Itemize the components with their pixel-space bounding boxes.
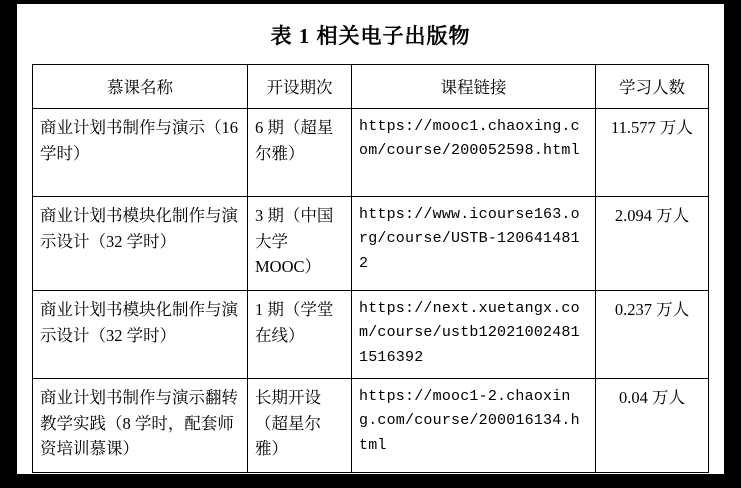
cell-term: 6 期（超星尔雅） [248,109,352,197]
publications-table [32,64,709,473]
table-row [33,379,709,473]
cell-term: 1 期（学堂在线） [248,291,352,379]
column-header-course-name: 慕课名称 [33,65,248,109]
table-row [33,109,709,197]
table-row [33,197,709,291]
cell-learners: 0.04 万人 [596,379,709,473]
cell-course-name: 商业计划书制作与演示（16 学时） [33,109,248,197]
cell-term: 3 期（中国大学 MOOC） [248,197,352,291]
column-header-learners: 学习人数 [596,65,709,109]
document-page [17,4,724,474]
column-header-term: 开设期次 [248,65,352,109]
column-header-link: 课程链接 [352,65,596,109]
cell-course-name: 商业计划书模块化制作与演示设计（32 学时） [33,291,248,379]
cell-course-link[interactable]: https://www.icourse163.org/course/USTB-1206414812 [352,197,596,291]
cell-course-link[interactable]: https://mooc1.chaoxing.com/course/200052598.html [352,109,596,197]
cell-course-link[interactable]: https://mooc1-2.chaoxing.com/course/200016134.html [352,379,596,473]
cell-course-name: 商业计划书模块化制作与演示设计（32 学时） [33,197,248,291]
cell-learners: 11.577 万人 [596,109,709,197]
cell-course-name: 商业计划书制作与演示翻转教学实践（8 学时，配套师资培训慕课） [33,379,248,473]
table-row [33,291,709,379]
page-title: 表 1 相关电子出版物 [270,24,471,48]
cell-term: 长期开设（超星尔雅） [248,379,352,473]
table-header-row [33,65,709,109]
cell-course-link[interactable]: https://next.xuetangx.com/course/ustb120210024811516392 [352,291,596,379]
cell-learners: 2.094 万人 [596,197,709,291]
cell-learners: 0.237 万人 [596,291,709,379]
